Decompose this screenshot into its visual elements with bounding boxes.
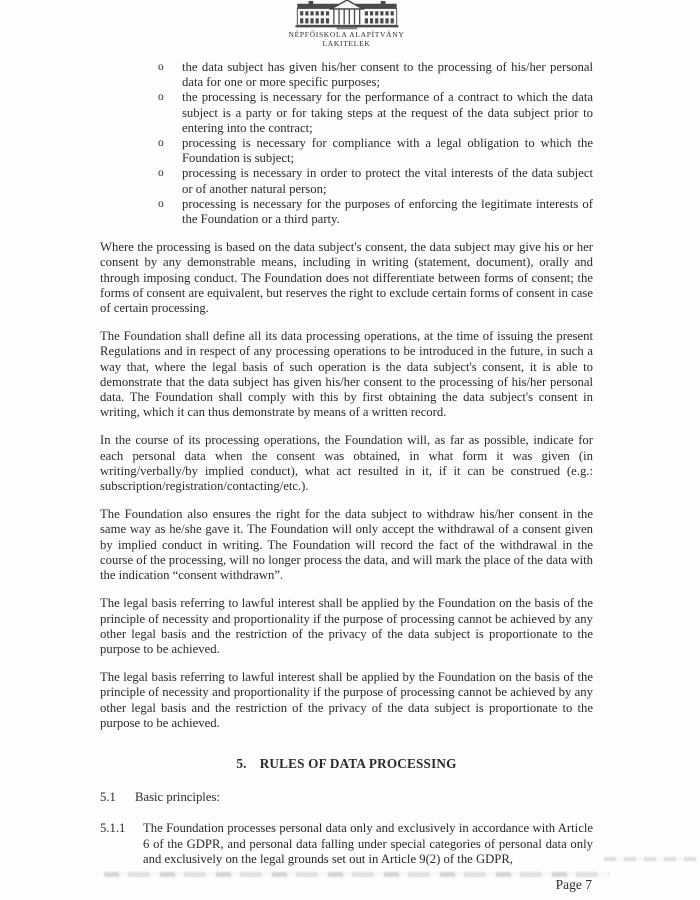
clause-text: Basic principles: — [135, 790, 220, 805]
list-item — [100, 60, 593, 90]
section-5-block — [100, 756, 593, 867]
list-item — [100, 90, 593, 136]
legal-bases-bullet-list — [100, 60, 593, 227]
foundation-logo — [287, 0, 407, 48]
section-heading — [100, 756, 593, 771]
paragraph-consent-forms: Where the processing is based on the data subject's consent, the data subject may give his or her consent by any demonstrable means, including in writing (statement, document), orally and through imposing conduct. The Foundation does not differentiate between forms of consent; the forms of consent are equivalent, but reserves the right to exclude certain forms of consent in case of certain processing. — [100, 240, 593, 316]
list-item — [100, 197, 593, 227]
clause-5-1-1 — [100, 821, 593, 867]
paragraph-indicate-consent: In the course of its processing operations, the Foundation will, as far as possible, indicate for each personal data when the consent was obtained, in what form it was given (in writing/verbally/by implied conduct), what act resulted in it, if it can be construed (e.g.: subscription/registration/contacting/etc.). — [100, 433, 593, 494]
list-item-text: processing is necessary for the purposes of enforcing the legitimate interests of the Foundation or a third party. — [182, 196, 593, 227]
circle-bullet-icon: o — [158, 137, 164, 150]
clause-text: The Foundation processes personal data only and exclusively in accordance with Article 6 of the GDPR, and personal data falling under special categories of personal data only and exclusively on the legal grounds set out in Article 9(2) of the GDPR, — [143, 821, 593, 866]
manor-building-icon — [295, 0, 399, 30]
clause-number: 5.1.1 — [100, 821, 126, 836]
circle-bullet-icon: o — [158, 167, 164, 180]
list-item-text: the processing is necessary for the performance of a contract to which the data subject is a party or for taking steps at the request of the data subject prior to entering into the contract; — [182, 90, 593, 135]
page-number: Page 7 — [555, 877, 592, 892]
paragraph-define-operations: The Foundation shall define all its data processing operations, at the time of issuing the present Regulations and in respect of any processing operations to be introduced in the future, in such a way that, where the legal basis of such operation is the data subject's consent, it is able to demonstrate that the data subject has given his/her consent to the processing of his/her personal data. The Foundation shall comply with this by first obtaining the data subject's consent in writing, which it can thus demonstrate by means of a written record. — [100, 329, 593, 420]
circle-bullet-icon: o — [158, 61, 164, 73]
list-item — [100, 166, 593, 196]
scan-artifact-line — [104, 872, 609, 877]
logo-caption-line1: NÉPFŐISKOLA ALAPÍTVÁNY — [288, 30, 405, 39]
paragraph-lawful-interest-1: The legal basis referring to lawful interest shall be applied by the Foundation on the basis of the principle of necessity and proportionality if the purpose of processing cannot be achieved by any other legal basis and the restriction of the privacy of the data subject is proportionate to the purpose to be achieved. — [100, 596, 593, 656]
clause-number: 5.1 — [100, 790, 116, 805]
list-item — [100, 136, 593, 166]
section-heading-number: 5. — [236, 756, 247, 771]
paragraph-lawful-interest-2: The legal basis referring to lawful interest shall be applied by the Foundation on the basis of the principle of necessity and proportionality if the purpose of processing cannot be achieved by any other legal basis and the restriction of the privacy of the data subject is proportionate to the purpose to be achieved. — [100, 670, 593, 730]
list-item-text: processing is necessary for compliance with a legal obligation to which the Foundation is subject; — [182, 136, 593, 166]
clause-5-1 — [100, 790, 593, 805]
section-heading-title: RULES OF DATA PROCESSING — [259, 756, 457, 771]
scan-artifact-dash — [604, 857, 696, 861]
circle-bullet-icon: o — [158, 91, 164, 104]
paragraph-withdraw-consent: The Foundation also ensures the right for the data subject to withdraw his/her consent in the same way as he/she gave it. The Foundation will only accept the withdrawal of a consent given by implied conduct in writing. The Foundation will record the fact of the withdrawal in the course of the processing, will no longer process the data, and will mark the place of the data with the indication “consent withdrawn”. — [100, 507, 593, 583]
list-item-text: processing is necessary in order to protect the vital interests of the data subject or of another natural person; — [182, 166, 593, 196]
logo-caption-line2: LAKITELEK — [322, 39, 371, 48]
circle-bullet-icon: o — [158, 197, 164, 210]
list-item-text: the data subject has given his/her consent to the processing of his/her personal data for one or more specific purposes; — [182, 60, 593, 90]
